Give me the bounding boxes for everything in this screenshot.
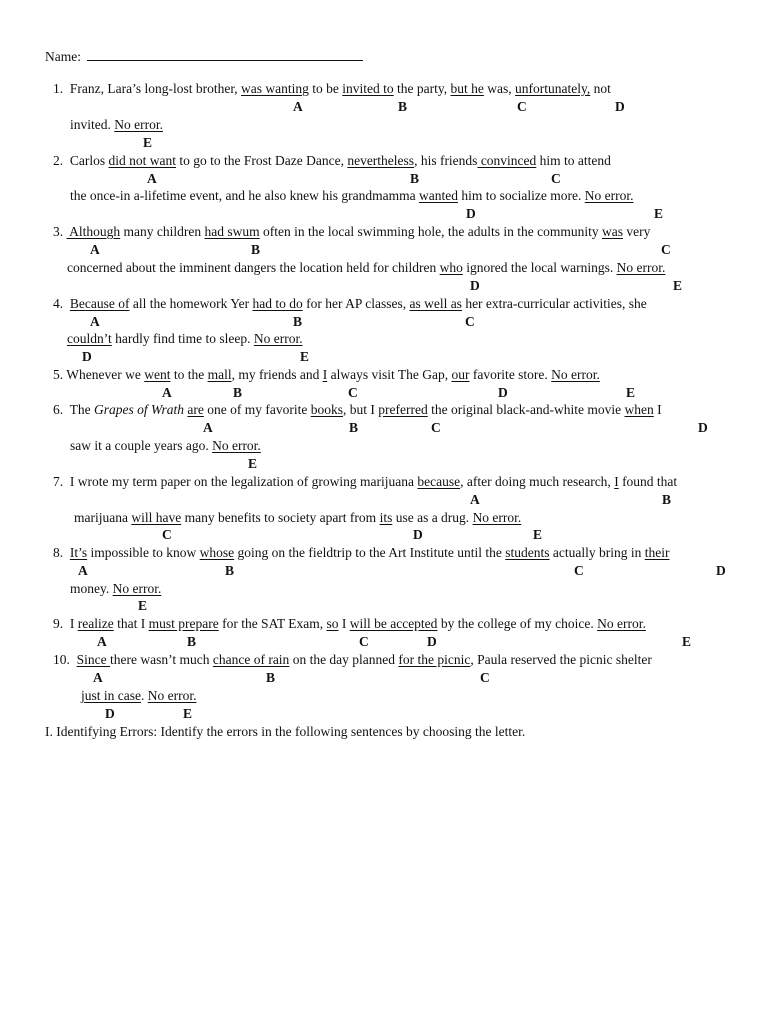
letter-d: D [427, 634, 437, 649]
letter-c: C [661, 242, 671, 257]
choice-c: for the picnic [398, 652, 471, 667]
question-2-line-2: the once-in a-lifetime event, and he also knew his grandmamma wanted him to socialize more. No error. [70, 188, 634, 203]
choice-b: books [310, 402, 343, 417]
question-9-line-1: 9. I realize that I must prepare for the SAT Exam, so I will be accepted by the college of my choice. No error. [53, 616, 646, 631]
letter-d: D [716, 563, 726, 578]
question-number: 7. [53, 474, 64, 489]
choice-a: because [417, 474, 461, 489]
letter-b: B [233, 385, 243, 400]
letter-c: C [517, 99, 527, 114]
choice-e: No error. [114, 117, 163, 132]
choice-a: realize [77, 616, 114, 631]
choice-a: It’s [69, 545, 88, 560]
letter-e: E [183, 706, 193, 721]
letter-e: E [533, 527, 543, 542]
choice-b: had swum [204, 224, 260, 239]
letter-c: C [359, 634, 369, 649]
question-number: 2. [53, 153, 64, 168]
question-3-line-2: concerned about the imminent dangers the location held for children who ignored the local warnings. No error. [67, 260, 666, 275]
letter-c: C [574, 563, 584, 578]
question-7-line-1: 7. I wrote my term paper on the legalization of growing marijuana because, after doing much research, I found that [53, 474, 678, 489]
choice-b: invited to [342, 81, 394, 96]
letter-d: D [498, 385, 508, 400]
choice-a: did not want [108, 153, 176, 168]
question-number: 4. [53, 296, 64, 311]
letter-b: B [187, 634, 197, 649]
letter-c: C [162, 527, 172, 542]
choice-b: nevertheless [347, 153, 415, 168]
question-number: 5. [53, 367, 64, 382]
letter-d: D [413, 527, 423, 542]
choice-a: went [144, 367, 171, 382]
question-number: 8. [53, 545, 64, 560]
question-8-line-1: 8. It’s impossible to know whose going on the fieldtrip to the Art Institute until the students actually bring in their [53, 545, 670, 560]
question-1-line-2: invited. No error. [70, 117, 163, 132]
choice-d: unfortunately, [515, 81, 591, 96]
choice-e: No error. [584, 188, 634, 203]
choice-e: No error. [253, 331, 303, 346]
choice-e: No error. [112, 581, 162, 596]
choice-c: so [326, 616, 339, 631]
letter-d: D [615, 99, 625, 114]
letter-a: A [147, 171, 157, 186]
letter-a: A [162, 385, 172, 400]
letter-e: E [138, 598, 148, 613]
letter-b: B [349, 420, 359, 435]
letter-d: D [466, 206, 476, 221]
question-10-line-2: just in case. No error. [81, 688, 197, 703]
question-6-line-2: saw it a couple years ago. No error. [70, 438, 261, 453]
letter-d: D [105, 706, 115, 721]
letter-c: C [551, 171, 561, 186]
letter-c: C [431, 420, 441, 435]
choice-e: No error. [597, 616, 646, 631]
choice-c: convinced [477, 153, 537, 168]
instructions: I. Identifying Errors: Identify the errors in the following sentences by choosing the letter. [45, 724, 526, 739]
letter-b: B [266, 670, 276, 685]
letter-a: A [203, 420, 213, 435]
letter-e: E [248, 456, 258, 471]
question-7-line-2: marijuana will have many benefits to society apart from its use as a drug. No error. [74, 510, 522, 525]
choice-d: will be accepted [349, 616, 438, 631]
question-6-line-1: 6. The Grapes of Wrath are one of my favorite books, but I preferred the original black-and-white movie when I [53, 402, 662, 417]
choice-d: its [379, 510, 393, 525]
letter-e: E [654, 206, 664, 221]
choice-c: I [322, 367, 328, 382]
question-8-line-2: money. No error. [70, 581, 162, 596]
choice-c: as well as [409, 296, 462, 311]
question-10-line-1: 10. Since there wasn’t much chance of rain on the day planned for the picnic, Paula reserved the picnic shelter [53, 652, 652, 667]
choice-e: No error. [551, 367, 600, 382]
question-4-line-2: couldn’t hardly find time to sleep. No error. [67, 331, 303, 346]
letter-e: E [143, 135, 153, 150]
choice-d: when [624, 402, 654, 417]
letter-a: A [293, 99, 303, 114]
letter-b: B [251, 242, 261, 257]
name-field[interactable] [45, 48, 363, 65]
letter-a: A [78, 563, 88, 578]
choice-d: wanted [419, 188, 458, 203]
choice-b: whose [199, 545, 235, 560]
question-4-line-1: 4. Because of all the homework Yer had to do for her AP classes, as well as her extra-curricular activities, she [53, 296, 647, 311]
choice-e: No error. [147, 688, 197, 703]
question-number: 3. [53, 224, 64, 239]
choice-c: preferred [378, 402, 428, 417]
choice-e: No error. [212, 438, 261, 453]
question-number: 1. [53, 81, 64, 96]
letter-e: E [682, 634, 692, 649]
letter-e: E [673, 278, 683, 293]
letter-b: B [662, 492, 672, 507]
name-label: Name: [45, 49, 81, 64]
choice-d: their [644, 545, 670, 560]
letter-b: B [293, 314, 303, 329]
choice-d: who [439, 260, 463, 275]
choice-a: Because of [69, 296, 130, 311]
book-title: Grapes of Wrath [94, 402, 185, 417]
letter-a: A [93, 670, 103, 685]
letter-d: D [470, 278, 480, 293]
choice-c: was [601, 224, 623, 239]
choice-c: students [505, 545, 550, 560]
question-number: 10. [53, 652, 70, 667]
letter-a: A [470, 492, 480, 507]
question-number: 9. [53, 616, 64, 631]
choice-a: Since [76, 652, 110, 667]
letter-b: B [398, 99, 408, 114]
letter-e: E [300, 349, 310, 364]
choice-e: No error. [472, 510, 522, 525]
letter-b: B [225, 563, 235, 578]
choice-c: but he [450, 81, 484, 96]
choice-b: I [614, 474, 619, 489]
letter-a: A [97, 634, 107, 649]
choice-d: our [451, 367, 470, 382]
question-2-line-1: 2. Carlos did not want to go to the Frost Daze Dance, nevertheless, his friends convinced him to attend [53, 153, 611, 168]
choice-b: had to do [252, 296, 303, 311]
letter-c: C [465, 314, 475, 329]
letter-c: C [480, 670, 490, 685]
choice-d: just in case [81, 688, 141, 703]
question-5-line-1: 5. Whenever we went to the mall, my friends and I always visit The Gap, our favorite store. No error. [53, 367, 600, 382]
choice-a: are [187, 402, 204, 417]
choice-d: couldn’t [67, 331, 112, 346]
choice-a: Although [66, 224, 121, 239]
choice-b: chance of rain [212, 652, 290, 667]
letter-a: A [90, 314, 100, 329]
choice-b: mall [207, 367, 232, 382]
question-1-line-1: 1. Franz, Lara’s long-lost brother, was wanting to be invited to the party, but he was, unfortunately, not [53, 81, 611, 96]
letter-e: E [626, 385, 636, 400]
name-blank-line[interactable] [87, 48, 363, 61]
choice-c: will have [131, 510, 182, 525]
letter-d: D [698, 420, 708, 435]
letter-a: A [90, 242, 100, 257]
letter-c: C [348, 385, 358, 400]
question-3-line-1: 3. Although many children had swum often in the local swimming hole, the adults in the community was very [53, 224, 651, 239]
letter-d: D [82, 349, 92, 364]
letter-b: B [410, 171, 420, 186]
question-number: 6. [53, 402, 64, 417]
choice-a: was wanting [241, 81, 309, 96]
choice-e: No error. [616, 260, 666, 275]
choice-b: must prepare [148, 616, 219, 631]
